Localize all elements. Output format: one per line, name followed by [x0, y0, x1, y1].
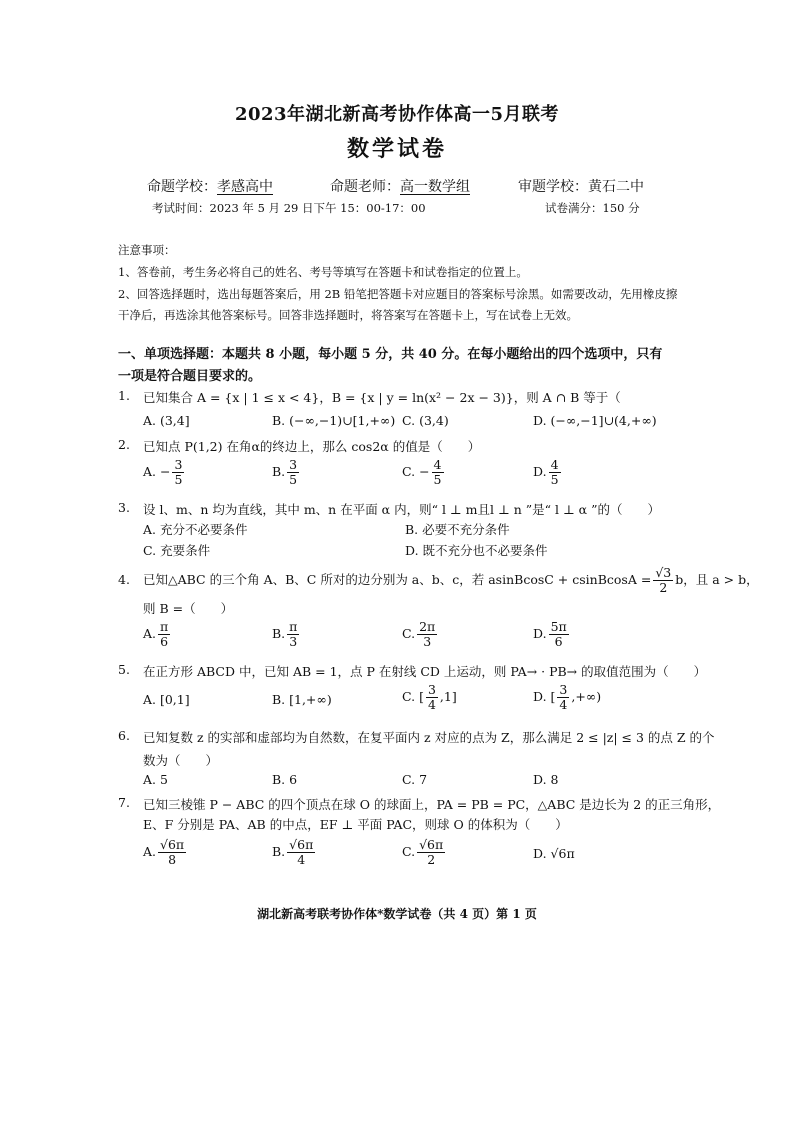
q2-stem: 已知点 P(1,2) 在角α的终边上，那么 cos2α 的值是（ ）	[143, 439, 481, 454]
q1-option-b: B. (−∞,−1)∪[1,+∞)	[272, 413, 396, 428]
fraction: $\frac{3}{5}$	[289, 457, 298, 487]
fraction: $\frac{4}{5}$	[433, 457, 442, 487]
q7-option-b: B. $\frac{√6\pi}{4}$	[272, 837, 314, 867]
page-footer: 湖北新高考联考协作体*数学试卷（共 4 页）第 1 页	[257, 907, 537, 921]
q5-option-c: C. [ $\frac{3}{4}$ ,1]	[402, 682, 457, 712]
q1-number: 1.	[118, 388, 130, 403]
fraction: $\frac{√6\pi}{2}$	[419, 837, 444, 867]
fraction: $\frac{√6\pi}{4}$	[289, 837, 314, 867]
q4-stem: 已知△ABC 的三个角 A、B、C 所对的边分别为 a、b、c，若 asinBcosC + csinBcosA = $\frac{√3}{2}$ b，且 a > b，	[143, 565, 759, 595]
q7-option-c: C. $\frac{√6\pi}{2}$	[402, 837, 444, 867]
fraction: $\frac{\pi}{6}$	[160, 619, 169, 649]
section-1-heading: 一、单项选择题：本题共 8 小题，每小题 5 分，共 40 分。在每小题给出的四个选项中，只有	[118, 347, 663, 362]
fraction: $\frac{2\pi}{3}$	[419, 619, 436, 649]
q5-option-a: A. [0,1]	[143, 692, 190, 707]
q1-option-a: A. (3,4]	[143, 413, 190, 428]
q3-option-a: A. 充分不必要条件	[143, 522, 248, 537]
reviewer-school	[518, 176, 644, 196]
q4-option-c: C. $\frac{2\pi}{3}$	[402, 619, 436, 649]
q2-option-c: C. − $\frac{4}{5}$	[402, 457, 442, 487]
q1-option-d: D. (−∞,−1]∪(4,+∞)	[533, 413, 657, 428]
q5-option-b: B. [1,+∞)	[272, 692, 332, 707]
q5-stem: 在正方形 ABCD 中，已知 AB = 1，点 P 在射线 CD 上运动，则 PA→ · PB→ 的取值范围为（ ）	[143, 664, 707, 679]
q6-option-c: C. 7	[402, 772, 428, 787]
fraction: $\frac{5\pi}{6}$	[550, 619, 567, 649]
proposer-school-value: 孝感高中	[217, 179, 273, 195]
proposer-teacher-label: 命题老师：	[330, 179, 400, 195]
full-score: 试卷满分：150 分	[545, 201, 640, 215]
fraction: $\frac{3}{4}$	[559, 682, 568, 712]
q3-number: 3.	[118, 500, 130, 515]
fraction: $\frac{√3}{2}$	[655, 565, 672, 595]
q1-option-c: C. (3,4)	[402, 413, 449, 428]
q4-stem-cont: 则 B =（ ）	[143, 601, 234, 616]
q7-option-a: A. $\frac{√6\pi}{8}$	[143, 837, 185, 867]
q7-stem-cont: E、F 分别是 PA、AB 的中点，EF ⊥ 平面 PAC，则球 O 的体积为（ ）	[143, 817, 568, 832]
q3-option-c: C. 充要条件	[143, 543, 211, 558]
exam-time: 考试时间：2023 年 5 月 29 日下午 15：00-17：00	[152, 201, 426, 215]
q2-option-b: B. $\frac{3}{5}$	[272, 457, 298, 487]
q2-option-d: D. $\frac{4}{5}$	[533, 457, 559, 487]
proposer-teacher	[330, 176, 470, 196]
q3-stem: 设 l、m、n 均为直线，其中 m、n 在平面 α 内，则“ l ⊥ m且l ⊥ n ”是“ l ⊥ α ”的（ ）	[143, 502, 660, 517]
exam-subject: 数学试卷	[346, 136, 447, 162]
q3-option-d: D. 既不充分也不必要条件	[405, 543, 548, 558]
fraction: $\frac{\pi}{3}$	[289, 619, 298, 649]
q3-option-b: B. 必要不充分条件	[405, 522, 510, 537]
q6-option-d: D. 8	[533, 772, 559, 787]
proposer-school-label: 命题学校：	[147, 179, 217, 195]
section-1-heading-cont: 一项是符合题目要求的。	[118, 369, 262, 384]
q1-stem: 已知集合 A = {x | 1 ≤ x < 4}，B = {x | y = ln(x² − 2x − 3)}，则 A ∩ B 等于（	[143, 390, 621, 405]
proposer-school	[147, 176, 273, 196]
q6-stem: 已知复数 z 的实部和虚部均为自然数，在复平面内 z 对应的点为 Z，那么满足 2 ≤ |z| ≤ 3 的点 Z 的个	[143, 730, 715, 745]
proposer-teacher-value: 高一数学组	[400, 179, 470, 195]
note-1: 1、答卷前，考生务必将自己的姓名、考号等填写在答题卡和试卷指定的位置上。	[118, 265, 528, 279]
q6-option-a: A. 5	[143, 772, 168, 787]
note-2b: 干净后，再选涂其他答案标号。回答非选择题时，将答案写在答题卡上，写在试卷上无效。	[118, 308, 578, 322]
q7-option-d: D. √6π	[533, 846, 575, 861]
q6-number: 6.	[118, 728, 130, 743]
fraction: $\frac{4}{5}$	[550, 457, 559, 487]
q4-option-a: A. $\frac{\pi}{6}$	[143, 619, 169, 649]
q2-number: 2.	[118, 437, 130, 452]
reviewer-school-label: 审题学校：	[518, 179, 588, 195]
q7-stem: 已知三棱锥 P − ABC 的四个顶点在球 O 的球面上，PA = PB = PC，△ABC 是边长为 2 的正三角形，	[143, 797, 721, 812]
note-2a: 2、回答选择题时，选出每题答案后，用 2B 铅笔把答题卡对应题目的答案标号涂黑。如需要改动，先用橡皮擦	[118, 287, 678, 301]
q6-option-b: B. 6	[272, 772, 298, 787]
fraction: $\frac{√6\pi}{8}$	[160, 837, 185, 867]
notes-title: 注意事项：	[118, 243, 176, 257]
q2-option-a: A. − $\frac{3}{5}$	[143, 457, 183, 487]
q4-number: 4.	[118, 572, 130, 587]
fraction: $\frac{3}{4}$	[427, 682, 436, 712]
fraction: $\frac{3}{5}$	[174, 457, 183, 487]
exam-title: 2023年湖北新高考协作体高一5月联考	[234, 104, 560, 125]
q5-number: 5.	[118, 662, 130, 677]
q6-stem-cont: 数为（ ）	[143, 753, 219, 768]
q7-number: 7.	[118, 795, 130, 810]
q4-option-b: B. $\frac{\pi}{3}$	[272, 619, 298, 649]
reviewer-school-value: 黄石二中	[588, 179, 644, 195]
q4-option-d: D. $\frac{5\pi}{6}$	[533, 619, 567, 649]
q5-option-d: D. [ $\frac{3}{4}$ ,+∞)	[533, 682, 602, 712]
